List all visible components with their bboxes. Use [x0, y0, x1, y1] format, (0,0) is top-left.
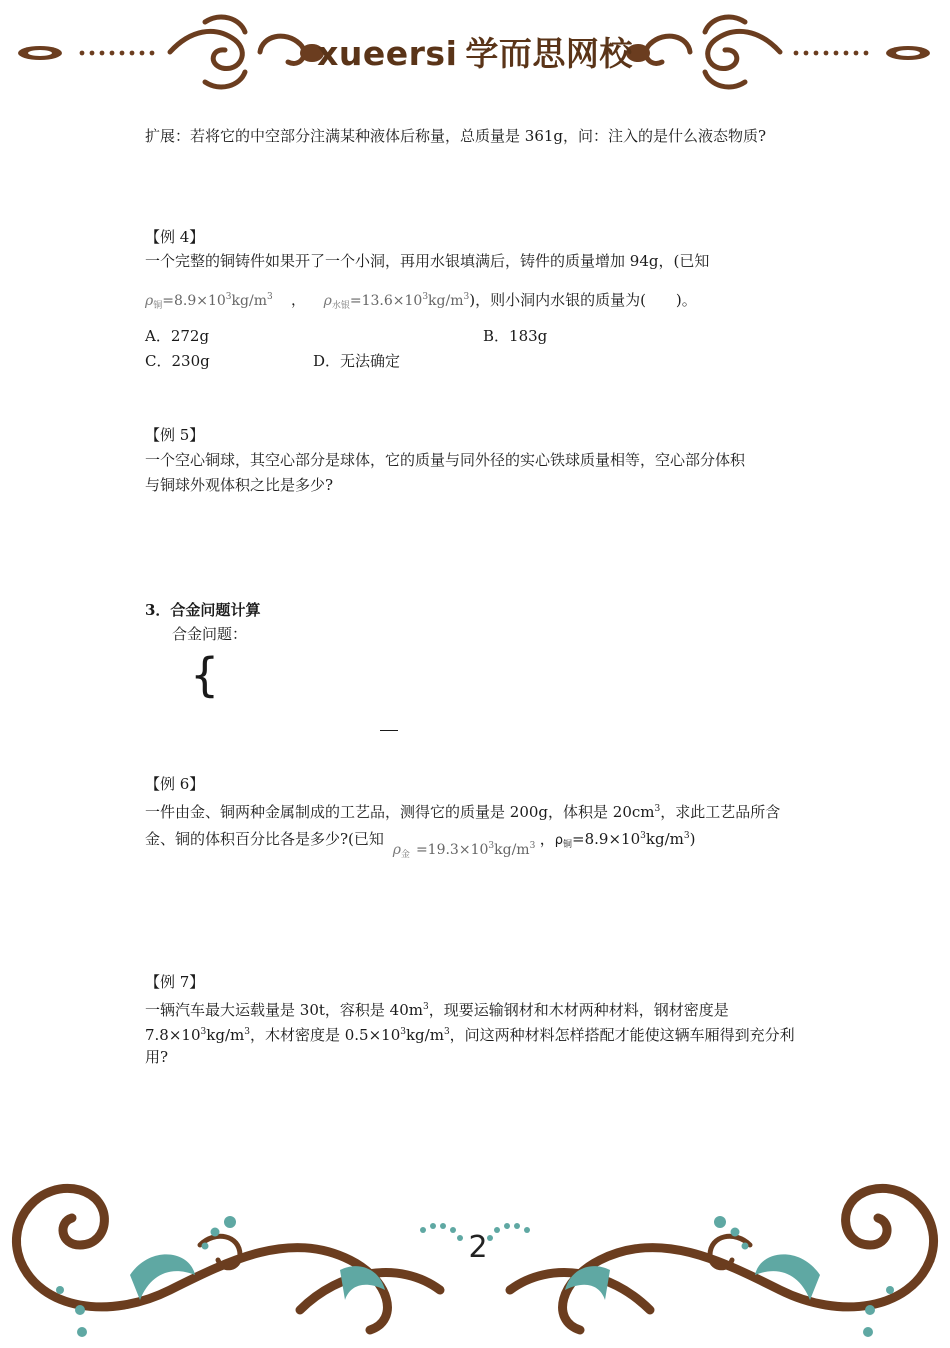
example-4-line1: 一个完整的铜铸件如果开了一个小洞，再用水银填满后，铸件的质量增加 94g，(已知	[145, 252, 710, 270]
example-6-line2: 金、铜的体积百分比各是多少?(已知 $\rho_金 =19.3\times 10^3kg/m^3$ ，$\rho_铜=8.9\times 10^3kg/m^3$)	[145, 830, 696, 860]
example-6-label: 【例 6】	[145, 775, 205, 793]
example-5-line1: 一个空心铜球，其空心部分是球体，它的质量与同外径的实心铁球质量相等，空心部分体积	[145, 451, 746, 469]
option-b: B．183g	[483, 327, 548, 345]
section-3-subheading: 合金问题：	[172, 625, 248, 643]
header-banner	[0, 0, 950, 100]
example-7-line2: $7.8\times 10^3kg/m^3$，木材密度是 $0.5\times 10^3kg/m^3$，问这两种材料怎样搭配才能使这辆车厢得到充分利	[145, 1026, 795, 1044]
brand-latin: xueersi	[317, 34, 458, 73]
header-ornament	[0, 0, 950, 100]
example-5-line2: 与铜球外观体积之比是多少?	[145, 476, 334, 494]
example-6-line1: 一件由金、铜两种金属制成的工艺品，测得它的质量是 200g，体积是 $20cm^3$，求此工艺品所含	[145, 803, 781, 821]
brand-chinese: 学而思网校	[465, 34, 633, 73]
section-3-heading: 3．合金问题计算	[145, 601, 261, 619]
option-a: A．272g	[145, 327, 210, 345]
page-number: 2	[468, 1230, 488, 1265]
example-4-label: 【例 4】	[145, 228, 205, 246]
example-4-line2: $\rho_铜=8.9\times 10^3kg/m^3$ ， $\rho_{水银}=13.6\times 10^3kg/m^3$)，则小洞内水银的质量为( )。	[145, 291, 697, 311]
formula-brace: {	[190, 648, 220, 702]
option-c: C．230g	[145, 352, 210, 370]
extension-question: 扩展：若将它的中空部分注满某种液体后称量，总质量是 361g，问：注入的是什么液态物质?	[145, 127, 767, 145]
formula-fraction-bar	[380, 730, 398, 731]
example-7-label: 【例 7】	[145, 973, 205, 991]
example-7-line3: 用?	[145, 1048, 169, 1066]
option-d: D．无法确定	[313, 352, 401, 370]
example-5-label: 【例 5】	[145, 426, 205, 444]
example-7-line1: 一辆汽车最大运载量是 30t，容积是 $40m^3$，现要运输钢材和木材两种材料，钢材密度是	[145, 1001, 729, 1019]
